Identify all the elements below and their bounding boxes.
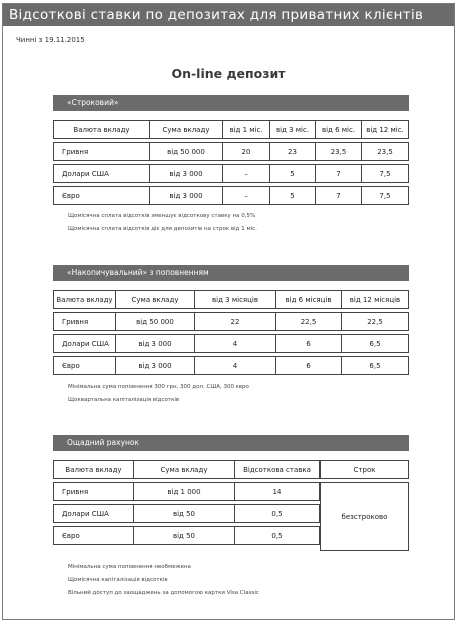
table-header-row (53, 290, 409, 309)
header-currency: Валюта вкладу (53, 290, 116, 309)
rate-cell: 4 (195, 356, 276, 375)
amount-cell: від 3 000 (150, 186, 223, 205)
rate-cell: 23,5 (316, 142, 362, 161)
savings-account-table (53, 457, 320, 548)
currency-cell: Євро (53, 356, 116, 375)
currency-cell: Долари США (53, 334, 116, 353)
note-text: Щомісячна сплата відсотків зменшує відсоткову ставку на 0,5% (68, 213, 256, 219)
currency-cell: Гривня (53, 482, 134, 501)
online-deposit-title: On-line депозит (171, 66, 286, 81)
currency-cell: Гривня (53, 142, 150, 161)
header-amount: Сума вкладу (134, 460, 235, 479)
page-title: Відсоткові ставки по депозитах для приватних клієнтів (3, 4, 454, 26)
rate-cell: 5 (270, 164, 316, 183)
header-6-months: від 6 міс. (316, 120, 362, 139)
header-rate: Відсоткова ставка (235, 460, 320, 479)
section-header-term-deposit: «Строковий» (53, 95, 409, 111)
amount-cell: від 50 (134, 504, 235, 523)
table-header-row (53, 460, 320, 479)
table-row (53, 356, 409, 375)
rate-cell: 5 (270, 186, 316, 205)
currency-cell: Євро (53, 186, 150, 205)
table-row (53, 312, 409, 331)
note-text: Щомісячна сплата відсотків діє для депозитів на строк від 1 міс. (68, 226, 257, 232)
amount-cell: від 50 000 (116, 312, 195, 331)
amount-cell: від 50 000 (150, 142, 223, 161)
rate-cell: 4 (195, 334, 276, 353)
rate-cell: – (223, 164, 270, 183)
table-row (53, 334, 409, 353)
rate-cell: 7,5 (362, 186, 409, 205)
rate-cell: 23,5 (362, 142, 409, 161)
table-header-row (53, 120, 409, 139)
header-12-months: від 12 місяців (342, 290, 409, 309)
header-amount: Сума вкладу (116, 290, 195, 309)
section-header-savings-deposit: «Накопичувальний» з поповненням (53, 265, 409, 281)
rate-cell: 6 (276, 334, 342, 353)
note-text: Вільний доступ до заощаджень за допомогою картки Visa Classic (68, 590, 259, 596)
savings-account-notes (68, 561, 259, 600)
rate-cell: 23 (270, 142, 316, 161)
amount-cell: від 3 000 (150, 164, 223, 183)
header-amount: Сума вкладу (150, 120, 223, 139)
table-row (53, 186, 409, 205)
note-text: Щомісячна капіталізація відсотків (68, 577, 168, 583)
header-3-months: від 3 міс. (270, 120, 316, 139)
header-12-months: від 12 міс. (362, 120, 409, 139)
rate-cell: 22,5 (342, 312, 409, 331)
note-text: Щоквартальна капіталізація відсотків (68, 397, 180, 403)
amount-cell: від 3 000 (116, 334, 195, 353)
currency-cell: Гривня (53, 312, 116, 331)
term-cell: безстроково (320, 482, 409, 551)
term-deposit-notes (68, 210, 257, 236)
rate-cell: 7,5 (362, 164, 409, 183)
term-deposit-table (53, 117, 409, 208)
rate-cell: 0,5 (235, 504, 320, 523)
rate-cell: 7 (316, 164, 362, 183)
header-3-months: від 3 місяців (195, 290, 276, 309)
savings-deposit-table (53, 287, 409, 378)
currency-cell: Євро (53, 526, 134, 545)
note-text: Мінімальна сума поповнення 300 грн, 300 дол. США, 300 євро (68, 384, 249, 390)
currency-cell: Долари США (53, 164, 150, 183)
header-currency: Валюта вкладу (53, 460, 134, 479)
rate-cell: 7 (316, 186, 362, 205)
amount-cell: від 3 000 (116, 356, 195, 375)
rate-cell: 6,5 (342, 334, 409, 353)
header-1-month: від 1 міс. (223, 120, 270, 139)
rate-cell: 6,5 (342, 356, 409, 375)
rate-cell: 14 (235, 482, 320, 501)
rate-cell: – (223, 186, 270, 205)
table-row (53, 164, 409, 183)
rate-cell: 22,5 (276, 312, 342, 331)
rate-cell: 20 (223, 142, 270, 161)
table-row (53, 526, 320, 545)
amount-cell: від 50 (134, 526, 235, 545)
rate-cell: 0,5 (235, 526, 320, 545)
note-text: Мінімальна сума поповнення необмежена (68, 564, 191, 570)
currency-cell: Долари США (53, 504, 134, 523)
header-6-months: від 6 місяців (276, 290, 342, 309)
amount-cell: від 1 000 (134, 482, 235, 501)
table-row (53, 482, 320, 501)
header-term: Строк (320, 460, 409, 479)
rate-cell: 6 (276, 356, 342, 375)
rate-cell: 22 (195, 312, 276, 331)
rates-document (2, 3, 455, 620)
header-currency: Валюта вкладу (53, 120, 150, 139)
table-row (53, 504, 320, 523)
effective-date: Чинні з 19.11.2015 (16, 36, 85, 44)
savings-deposit-notes (68, 381, 249, 407)
section-header-savings-account: Ощадний рахунок (53, 435, 409, 451)
table-row (53, 142, 409, 161)
